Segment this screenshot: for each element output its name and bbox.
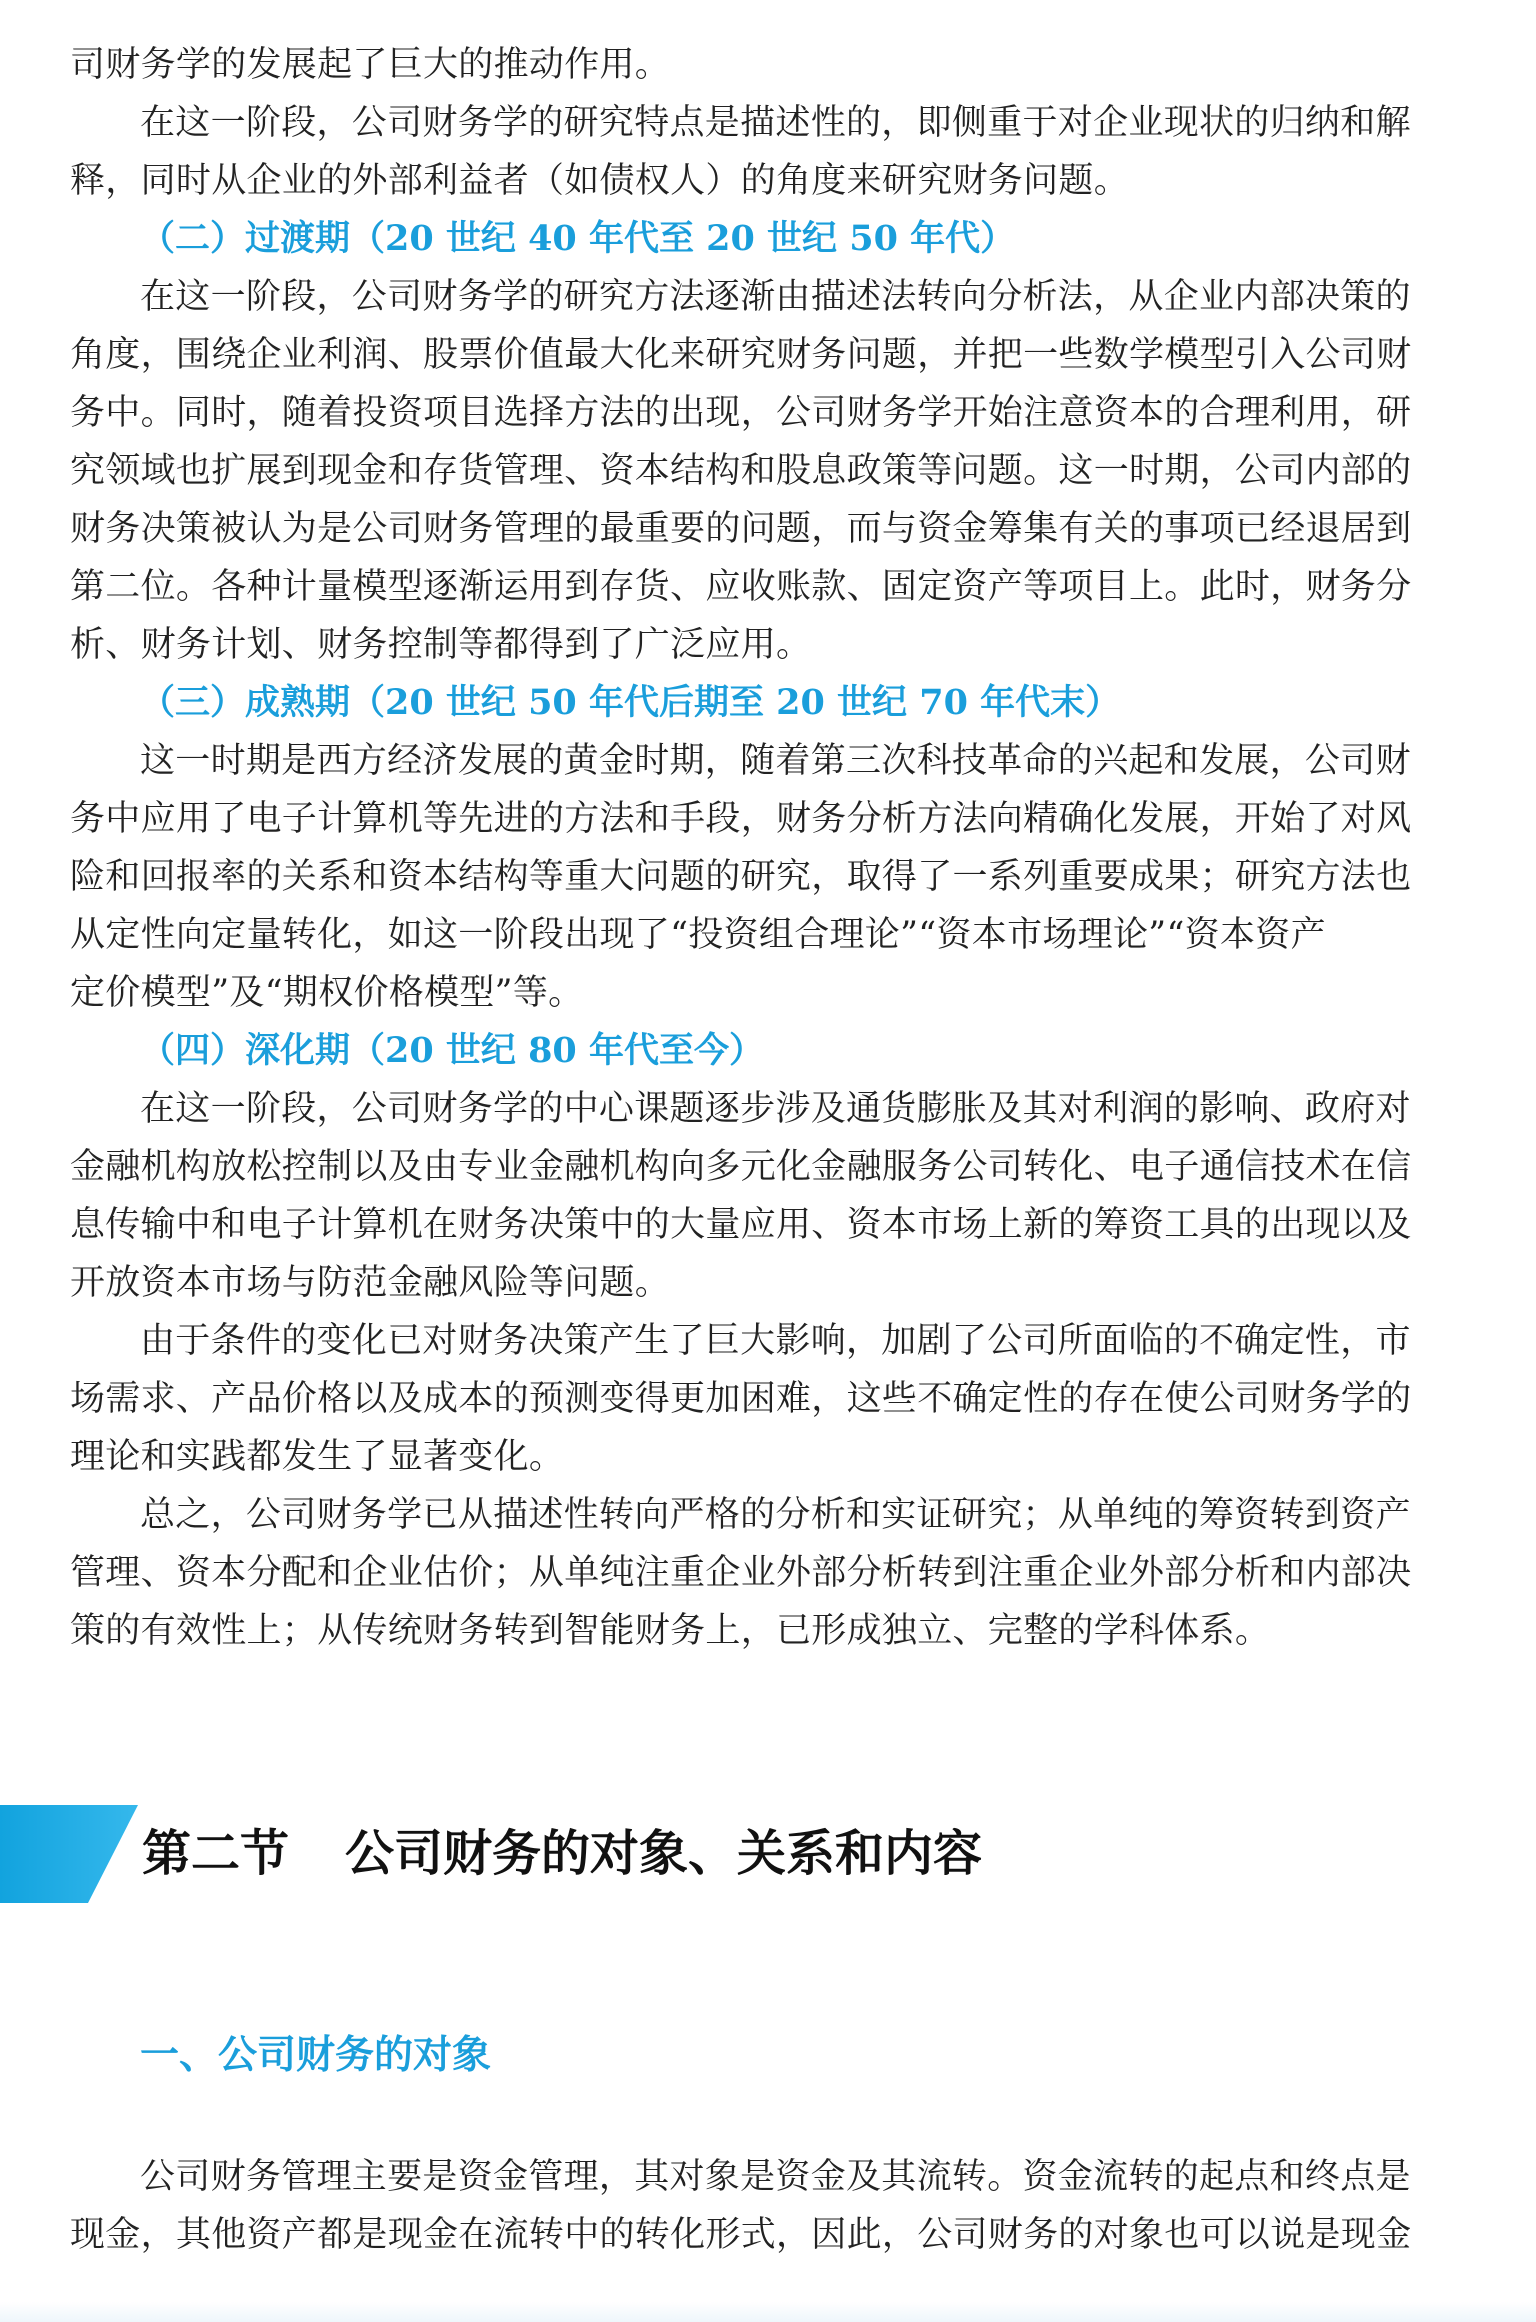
text-line: 定价模型”及“期权价格模型”等。: [70, 973, 584, 1013]
text-line: 第二位。各种计量模型逐渐运用到存货、应收账款、固定资产等项目上。此时，财务分: [70, 567, 1412, 607]
text-line: 现金，其他资产都是现金在流转中的转化形式，因此，公司财务的对象也可以说是现金: [70, 2215, 1412, 2255]
text-line: 在这一阶段，公司财务学的中心课题逐步涉及通货膨胀及其对利润的影响、政府对: [140, 1089, 1411, 1129]
text-line: 司财务学的发展起了巨大的推动作用。: [70, 45, 671, 85]
text-line: 从定性向定量转化，如这一阶段出现了“投资组合理论”“资本市场理论”“资本资产: [70, 915, 1326, 955]
subheading-transition-period: （二）过渡期（20 世纪 40 年代至 20 世纪 50 年代）: [140, 218, 1016, 259]
text-line: 析、财务计划、财务控制等都得到了广泛应用。: [70, 625, 812, 665]
text-line: 息传输中和电子计算机在财务决策中的大量应用、资本市场上新的筹资工具的出现以及: [70, 1205, 1412, 1245]
text-line: 场需求、产品价格以及成本的预测变得更加困难，这些不确定性的存在使公司财务学的: [70, 1379, 1412, 1419]
text-line: 由于条件的变化已对财务决策产生了巨大影响，加剧了公司所面临的不确定性，市: [140, 1321, 1411, 1361]
text-line: 金融机构放松控制以及由专业金融机构向多元化金融服务公司转化、电子通信技术在信: [70, 1147, 1412, 1187]
page-bottom-band: [0, 2302, 1536, 2322]
text-line: 究领域也扩展到现金和存货管理、资本结构和股息政策等问题。这一时期，公司内部的: [70, 451, 1412, 491]
text-line: 管理、资本分配和企业估价；从单纯注重企业外部分析转到注重企业外部分析和内部决: [70, 1553, 1412, 1593]
text-line: 这一时期是西方经济发展的黄金时期，随着第三次科技革命的兴起和发展，公司财: [140, 741, 1411, 781]
text-line: 理论和实践都发生了显著变化。: [70, 1437, 565, 1477]
text-line: 公司财务管理主要是资金管理，其对象是资金及其流转。资金流转的起点和终点是: [140, 2157, 1411, 2197]
text-line: 务中。同时，随着投资项目选择方法的出现，公司财务学开始注意资本的合理利用，研: [70, 393, 1412, 433]
subheading-deepening-period: （四）深化期（20 世纪 80 年代至今）: [140, 1030, 764, 1071]
text-line: 开放资本市场与防范金融风险等问题。: [70, 1263, 671, 1303]
text-line: 释，同时从企业的外部利益者（如债权人）的角度来研究财务问题。: [70, 161, 1130, 201]
text-line: 角度，围绕企业利润、股票价值最大化来研究财务问题，并把一些数学模型引入公司财: [70, 335, 1412, 375]
text-line: 财务决策被认为是公司财务管理的最重要的问题，而与资金筹集有关的事项已经退居到: [70, 509, 1412, 549]
section-accent-bar: [0, 1805, 138, 1903]
text-line: 险和回报率的关系和资本结构等重大问题的研究，取得了一系列重要成果；研究方法也: [70, 857, 1412, 897]
text-line: 在这一阶段，公司财务学的研究方法逐渐由描述法转向分析法，从企业内部决策的: [140, 277, 1411, 317]
text-line: 务中应用了电子计算机等先进的方法和手段，财务分析方法向精确化发展，开始了对风: [70, 799, 1412, 839]
subheading-mature-period: （三）成熟期（20 世纪 50 年代后期至 20 世纪 70 年代末）: [140, 682, 1121, 723]
subsection-title: 一、公司财务的对象: [140, 2033, 492, 2078]
section-title-text: 公司财务的对象、关系和内容: [345, 1825, 983, 1882]
section-number: 第二节: [142, 1825, 290, 1882]
section-title: [142, 1812, 982, 1896]
text-line: 在这一阶段，公司财务学的研究特点是描述性的，即侧重于对企业现状的归纳和解: [140, 103, 1411, 143]
text-line: 策的有效性上；从传统财务转到智能财务上，已形成独立、完整的学科体系。: [70, 1611, 1271, 1651]
text-line: 总之，公司财务学已从描述性转向严格的分析和实证研究；从单纯的筹资转到资产: [140, 1495, 1411, 1535]
